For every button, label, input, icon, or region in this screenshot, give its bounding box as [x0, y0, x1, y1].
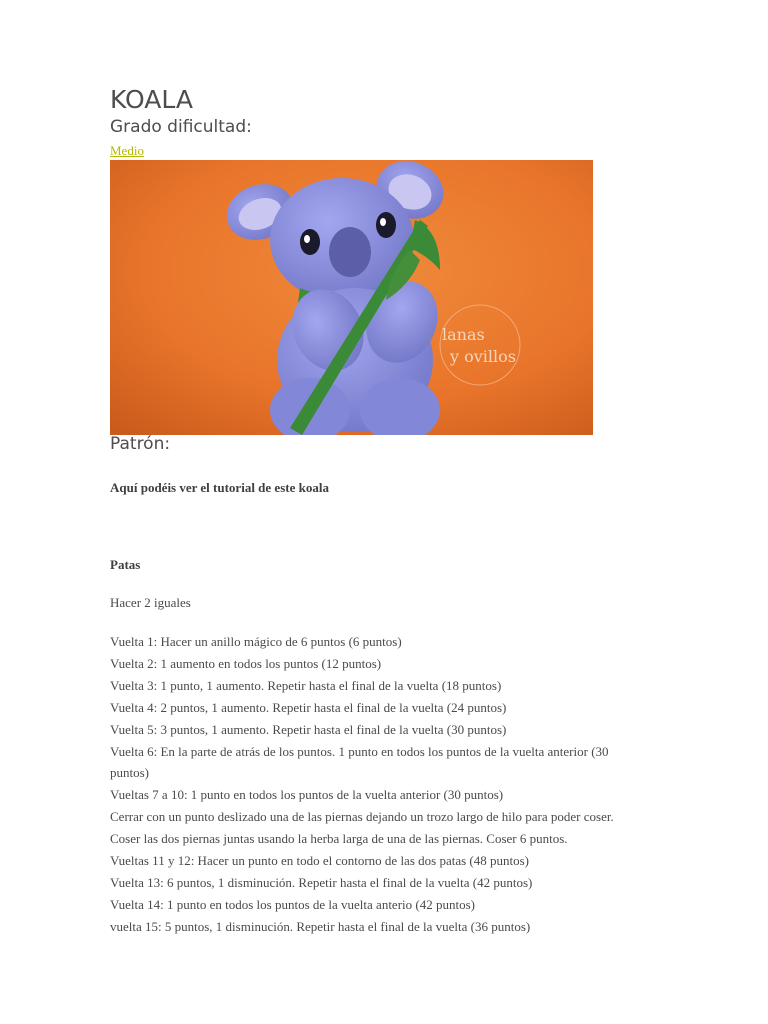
difficulty-label: Grado dificultad: — [110, 117, 252, 137]
make-text: Hacer 2 iguales — [110, 595, 191, 610]
pattern-row: Vuelta 4: 2 puntos, 1 aumento. Repetir hasta el final de la vuelta (24 puntos) — [110, 699, 507, 715]
koala-photo — [110, 160, 593, 435]
pattern-row: Vuelta 2: 1 aumento en todos los puntos (12 puntos) — [110, 655, 382, 671]
pattern-row: Vuelta 1: Hacer un anillo mágico de 6 puntos (6 puntos) — [110, 634, 402, 649]
pattern-row: Vuelta 13: 6 puntos, 1 disminución. Repetir hasta el final de la vuelta (42 puntos) — [110, 874, 533, 890]
watermark-line2: y ovillos — [450, 347, 516, 366]
pattern-row: Coser las dos piernas juntas usando la herba larga de una de las piernas. Coser 6 puntos. — [110, 831, 568, 847]
pattern-row: Cerrar con un punto deslizado una de las piernas dejando un trozo largo de hilo para poder coser. — [110, 809, 614, 825]
pattern-row: Vuelta 14: 1 punto en todos los puntos de la vuelta anterio (42 puntos) — [110, 896, 475, 912]
difficulty-link[interactable]: Medio — [110, 143, 144, 158]
pattern-row: Vuelta 6: En la parte de atrás de los puntos. 1 punto en todos los puntos de la vuelta anterior (30 puntos) — [110, 743, 609, 781]
section-title-patas: Patas — [110, 557, 141, 572]
pattern-rows — [110, 631, 650, 938]
content — [110, 84, 650, 934]
page-title: KOALA — [110, 85, 193, 114]
watermark-line1: lanas — [442, 325, 485, 344]
pattern-row: Vuelta 5: 3 puntos, 1 aumento. Repetir hasta el final de la vuelta (30 puntos) — [110, 721, 507, 737]
tutorial-text: Aquí podéis ver el tutorial de este koala — [110, 480, 329, 495]
pattern-row: vuelta 15: 5 puntos, 1 disminución. Repetir hasta el final de la vuelta (36 puntos) — [110, 918, 531, 934]
pattern-row: Vueltas 7 a 10: 1 punto en todos los puntos de la vuelta anterior (30 puntos) — [110, 787, 504, 803]
pattern-row: Vuelta 3: 1 punto, 1 aumento. Repetir hasta el final de la vuelta (18 puntos) — [110, 677, 502, 693]
pattern-heading: Patrón: — [110, 434, 171, 454]
pattern-row: Vueltas 11 y 12: Hacer un punto en todo el contorno de las dos patas (48 puntos) — [110, 853, 529, 869]
